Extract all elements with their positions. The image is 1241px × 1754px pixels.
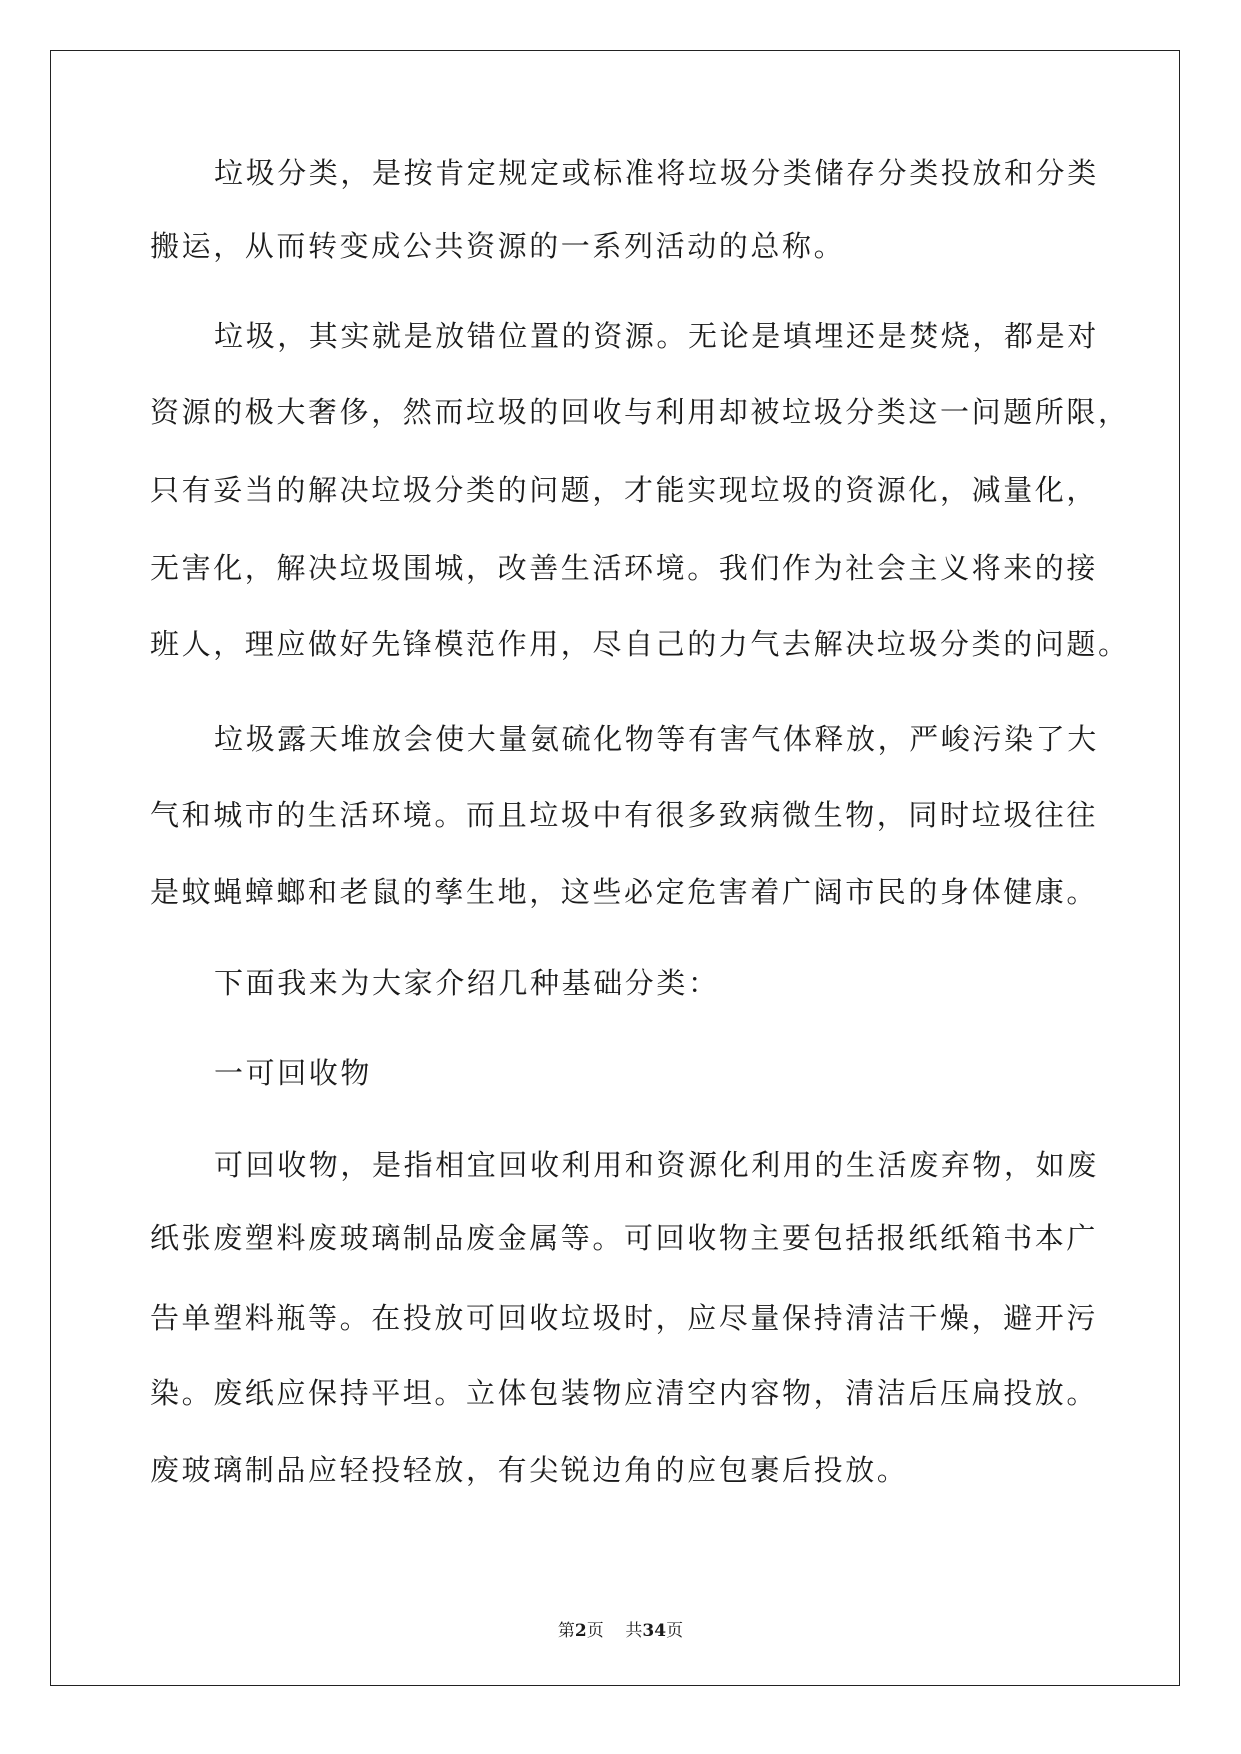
page-footer [0,1619,1241,1643]
footer-page-number: 2 [574,1621,587,1641]
paragraph-3-line-1: 垃圾露天堆放会使大量氨硫化物等有害气体释放，严峻污染了大 [214,722,1099,756]
footer-total-prefix: 共 [625,1621,643,1641]
paragraph-4-line-1: 下面我来为大家介绍几种基础分类： [214,966,720,1000]
footer-total-suffix: 页 [666,1621,684,1641]
paragraph-5-line-4: 染。废纸应保持平坦。立体包装物应清空内容物，清洁后压扁投放。 [150,1376,1099,1410]
paragraph-2-line-4: 无害化，解决垃圾围城，改善生活环境。我们作为社会主义将来的接 [150,551,1099,585]
paragraph-2-line-1: 垃圾，其实就是放错位置的资源。无论是填埋还是焚烧，都是对 [214,319,1099,353]
paragraph-2-line-2: 资源的极大奢侈，然而垃圾的回收与利用却被垃圾分类这一问题所限， [150,395,1130,429]
paragraph-1-line-2: 搬运，从而转变成公共资源的一系列活动的总称。 [150,229,846,263]
footer-page-suffix: 页 [586,1621,604,1641]
paragraph-3-line-2: 气和城市的生活环境。而且垃圾中有很多致病微生物，同时垃圾往往 [150,798,1099,832]
paragraph-3-line-3: 是蚊蝇蟑螂和老鼠的孳生地，这些必定危害着广阔市民的身体健康。 [150,875,1099,909]
paragraph-2-line-5: 班人，理应做好先锋模范作用，尽自己的力气去解决垃圾分类的问题。 [150,627,1130,661]
paragraph-2-line-3: 只有妥当的解决垃圾分类的问题，才能实现垃圾的资源化，减量化， [150,473,1099,507]
paragraph-5-line-5: 废玻璃制品应轻投轻放，有尖锐边角的应包裹后投放。 [150,1453,909,1487]
page-border [50,50,1180,1686]
paragraph-5-line-3: 告单塑料瓶等。在投放可回收垃圾时，应尽量保持清洁干燥，避开污 [150,1301,1099,1335]
footer-page-prefix: 第 [557,1621,575,1641]
paragraph-1-line-1: 垃圾分类，是按肯定规定或标准将垃圾分类储存分类投放和分类 [214,156,1099,190]
paragraph-5-line-1: 可回收物，是指相宜回收利用和资源化利用的生活废弃物，如废 [214,1148,1099,1182]
section-heading-recyclables: 一可回收物 [214,1056,373,1090]
footer-total-pages: 34 [642,1621,667,1641]
paragraph-5-line-2: 纸张废塑料废玻璃制品废金属等。可回收物主要包括报纸纸箱书本广 [150,1221,1099,1255]
